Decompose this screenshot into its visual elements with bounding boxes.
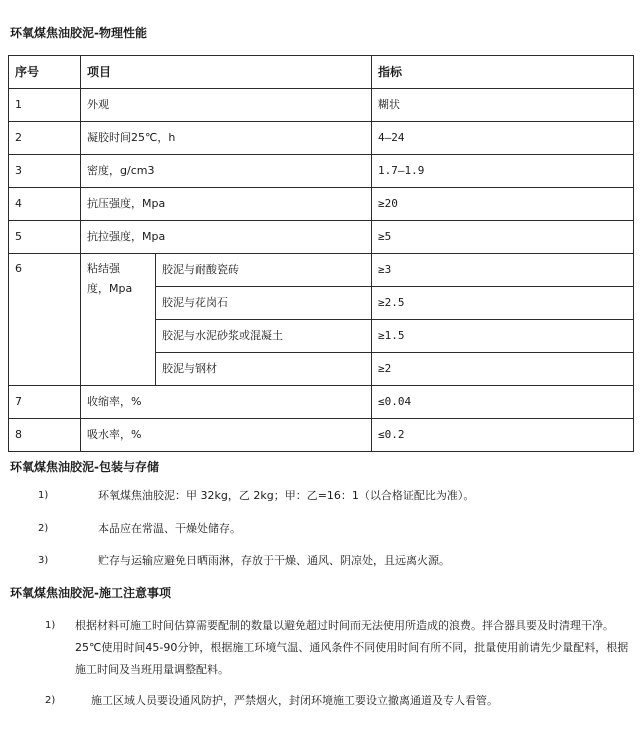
bond-item-cell xyxy=(81,254,156,386)
section-title-properties: 环氧煤焦油胶泥-物理性能 xyxy=(10,26,147,40)
table-header-row xyxy=(9,56,634,89)
properties-table xyxy=(8,55,634,452)
row-item: 吸水率，% xyxy=(81,419,372,452)
list-number: 3) xyxy=(38,555,49,566)
header-value: 指标 xyxy=(372,56,634,89)
bond-sub-value: ≥2.5 xyxy=(372,287,634,320)
row-value: ≥20 xyxy=(372,188,634,221)
list-number: 2) xyxy=(45,695,56,706)
row-value: ≤0.2 xyxy=(372,419,634,452)
bond-sub-name: 胶泥与水泥砂浆或混凝土 xyxy=(156,320,372,353)
list-item xyxy=(38,518,628,540)
list-number: 1) xyxy=(38,490,49,501)
list-text: 本品应在常温、干燥处储存。 xyxy=(98,522,241,535)
bond-sub-name: 胶泥与耐酸瓷砖 xyxy=(156,254,372,287)
table-row xyxy=(9,188,634,221)
row-item: 凝胶时间25℃，h xyxy=(81,122,372,155)
bond-sub-value: ≥3 xyxy=(372,254,634,287)
list-text: 环氧煤焦油胶泥：甲 32kg，乙 2kg；甲：乙=16：1（以合格证配比为准）。 xyxy=(98,489,475,502)
list-text: 贮存与运输应避免日晒雨淋，存放于干燥、通风、阴凉处，且远离火源。 xyxy=(98,554,450,567)
section-title-packaging: 环氧煤焦油胶泥-包装与存储 xyxy=(10,460,159,474)
bond-item-line1: 粘结强 xyxy=(87,262,120,275)
bond-sub-value: ≥1.5 xyxy=(372,320,634,353)
section-title-construction: 环氧煤焦油胶泥-施工注意事项 xyxy=(10,586,171,600)
list-text: 施工区域人员要设通风防护，严禁烟火，封闭环境施工要设立撤离通道及专人看管。 xyxy=(91,694,498,707)
row-no: 3 xyxy=(9,155,81,188)
list-item xyxy=(45,690,635,712)
table-row xyxy=(9,89,634,122)
row-item: 收缩率，% xyxy=(81,386,372,419)
row-value: ≤0.04 xyxy=(372,386,634,419)
table-row xyxy=(9,386,634,419)
table-row xyxy=(9,419,634,452)
bond-sub-name: 胶泥与钢材 xyxy=(156,353,372,386)
row-value: 1.7—1.9 xyxy=(372,155,634,188)
row-item: 抗压强度，Mpa xyxy=(81,188,372,221)
row-no: 4 xyxy=(9,188,81,221)
row-value: 糊状 xyxy=(372,89,634,122)
list-number: 2) xyxy=(38,523,49,534)
bond-sub-name: 胶泥与花岗石 xyxy=(156,287,372,320)
row-item: 外观 xyxy=(81,89,372,122)
table-row xyxy=(9,221,634,254)
row-no: 7 xyxy=(9,386,81,419)
table-row xyxy=(9,122,634,155)
row-item: 抗拉强度，Mpa xyxy=(81,221,372,254)
row-no: 5 xyxy=(9,221,81,254)
table-row-bond xyxy=(9,254,634,287)
list-item xyxy=(45,615,635,681)
row-no: 8 xyxy=(9,419,81,452)
row-no: 6 xyxy=(9,254,81,386)
list-number: 1) xyxy=(45,620,56,631)
list-item xyxy=(38,485,628,507)
row-value: 4—24 xyxy=(372,122,634,155)
row-no: 1 xyxy=(9,89,81,122)
row-item: 密度，g/cm3 xyxy=(81,155,372,188)
row-value: ≥5 xyxy=(372,221,634,254)
header-no: 序号 xyxy=(9,56,81,89)
bond-sub-value: ≥2 xyxy=(372,353,634,386)
row-no: 2 xyxy=(9,122,81,155)
bond-item-line2: 度，Mpa xyxy=(87,282,133,295)
header-item: 项目 xyxy=(81,56,372,89)
table-row xyxy=(9,155,634,188)
list-item xyxy=(38,550,628,572)
list-text: 根据材料可施工时间估算需要配制的数量以避免超过时间而无法使用所造成的浪费。拌合器具要及时清理干净。25℃使用时间45-90分钟，根据施工环境气温、通风条件不同使用时间有所不同，批量使用前请先少量配料，根据施工时间及当班用量调整配料。 xyxy=(75,619,629,676)
